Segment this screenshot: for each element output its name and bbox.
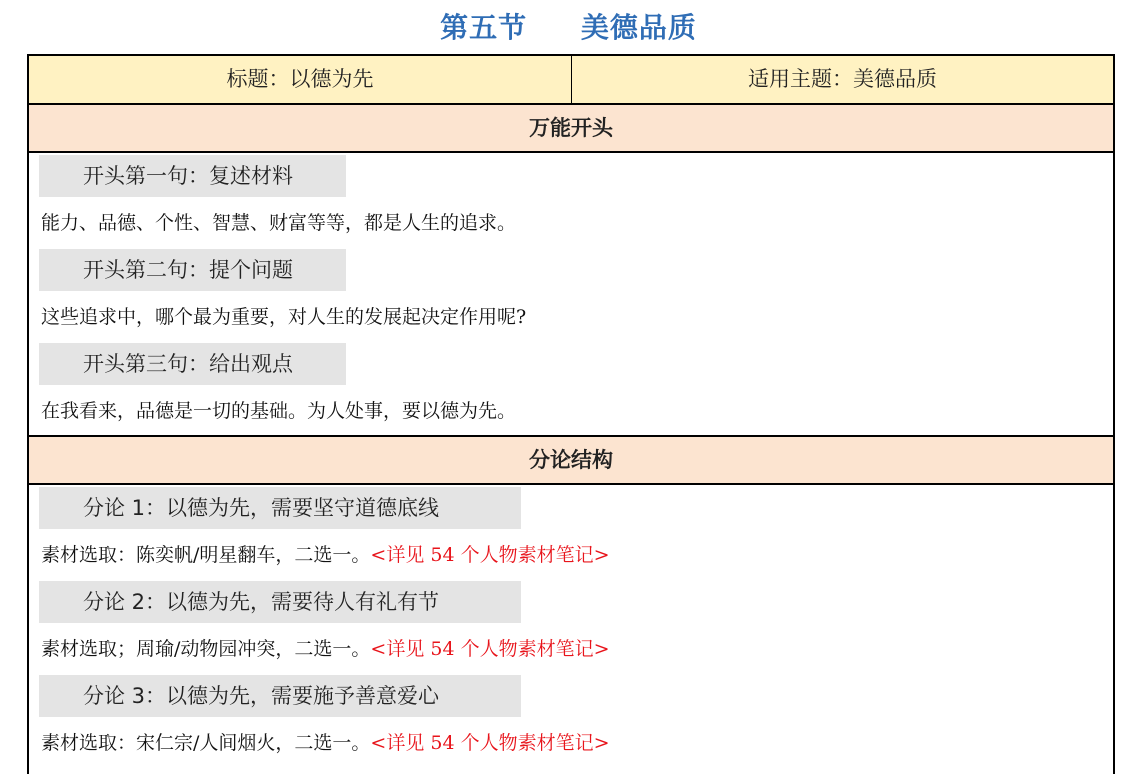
argument-material-1 <box>41 540 610 570</box>
argument-material-3 <box>41 728 610 758</box>
opening-label-3: 开头第三句：给出观点 <box>39 343 346 385</box>
opening-text-1: 能力、品德、个性、智慧、财富等等，都是人生的追求。 <box>41 212 517 234</box>
opening-section-heading: 万能开头 <box>29 105 1113 153</box>
argument-material-text-3: 素材选取：宋仁宗/人间烟火，二选一。 <box>41 732 371 754</box>
argument-reference-3: <详见 54 个人物素材笔记> <box>370 732 610 754</box>
opening-text-2: 这些追求中，哪个最为重要，对人生的发展起决定作用呢? <box>41 306 527 328</box>
argument-reference-2: <详见 54 个人物素材笔记> <box>370 638 610 660</box>
argument-reference-1: <详见 54 个人物素材笔记> <box>370 544 610 566</box>
opening-label-2: 开头第二句：提个问题 <box>39 249 346 291</box>
table-header-row <box>29 56 1113 105</box>
argument-material-text-1: 素材选取：陈奕帆/明星翻车，二选一。 <box>41 544 371 566</box>
argument-label-1: 分论 1：以德为先，需要坚守道德底线 <box>39 487 521 529</box>
title-cell: 标题：以德为先 <box>29 56 572 103</box>
opening-label-1: 开头第一句：复述材料 <box>39 155 346 197</box>
content-table <box>27 54 1115 774</box>
structure-section-heading: 分论结构 <box>29 435 1113 485</box>
topic-cell: 适用主题：美德品质 <box>748 67 937 91</box>
page-title: 第五节 美德品质 <box>440 11 697 44</box>
argument-label-2: 分论 2：以德为先，需要待人有礼有节 <box>39 581 521 623</box>
argument-material-2 <box>41 634 610 664</box>
opening-text-3: 在我看来，品德是一切的基础。为人处事，要以德为先。 <box>41 400 517 422</box>
argument-label-3: 分论 3：以德为先，需要施予善意爱心 <box>39 675 521 717</box>
argument-material-text-2: 素材选取；周瑜/动物园冲突，二选一。 <box>41 638 371 660</box>
